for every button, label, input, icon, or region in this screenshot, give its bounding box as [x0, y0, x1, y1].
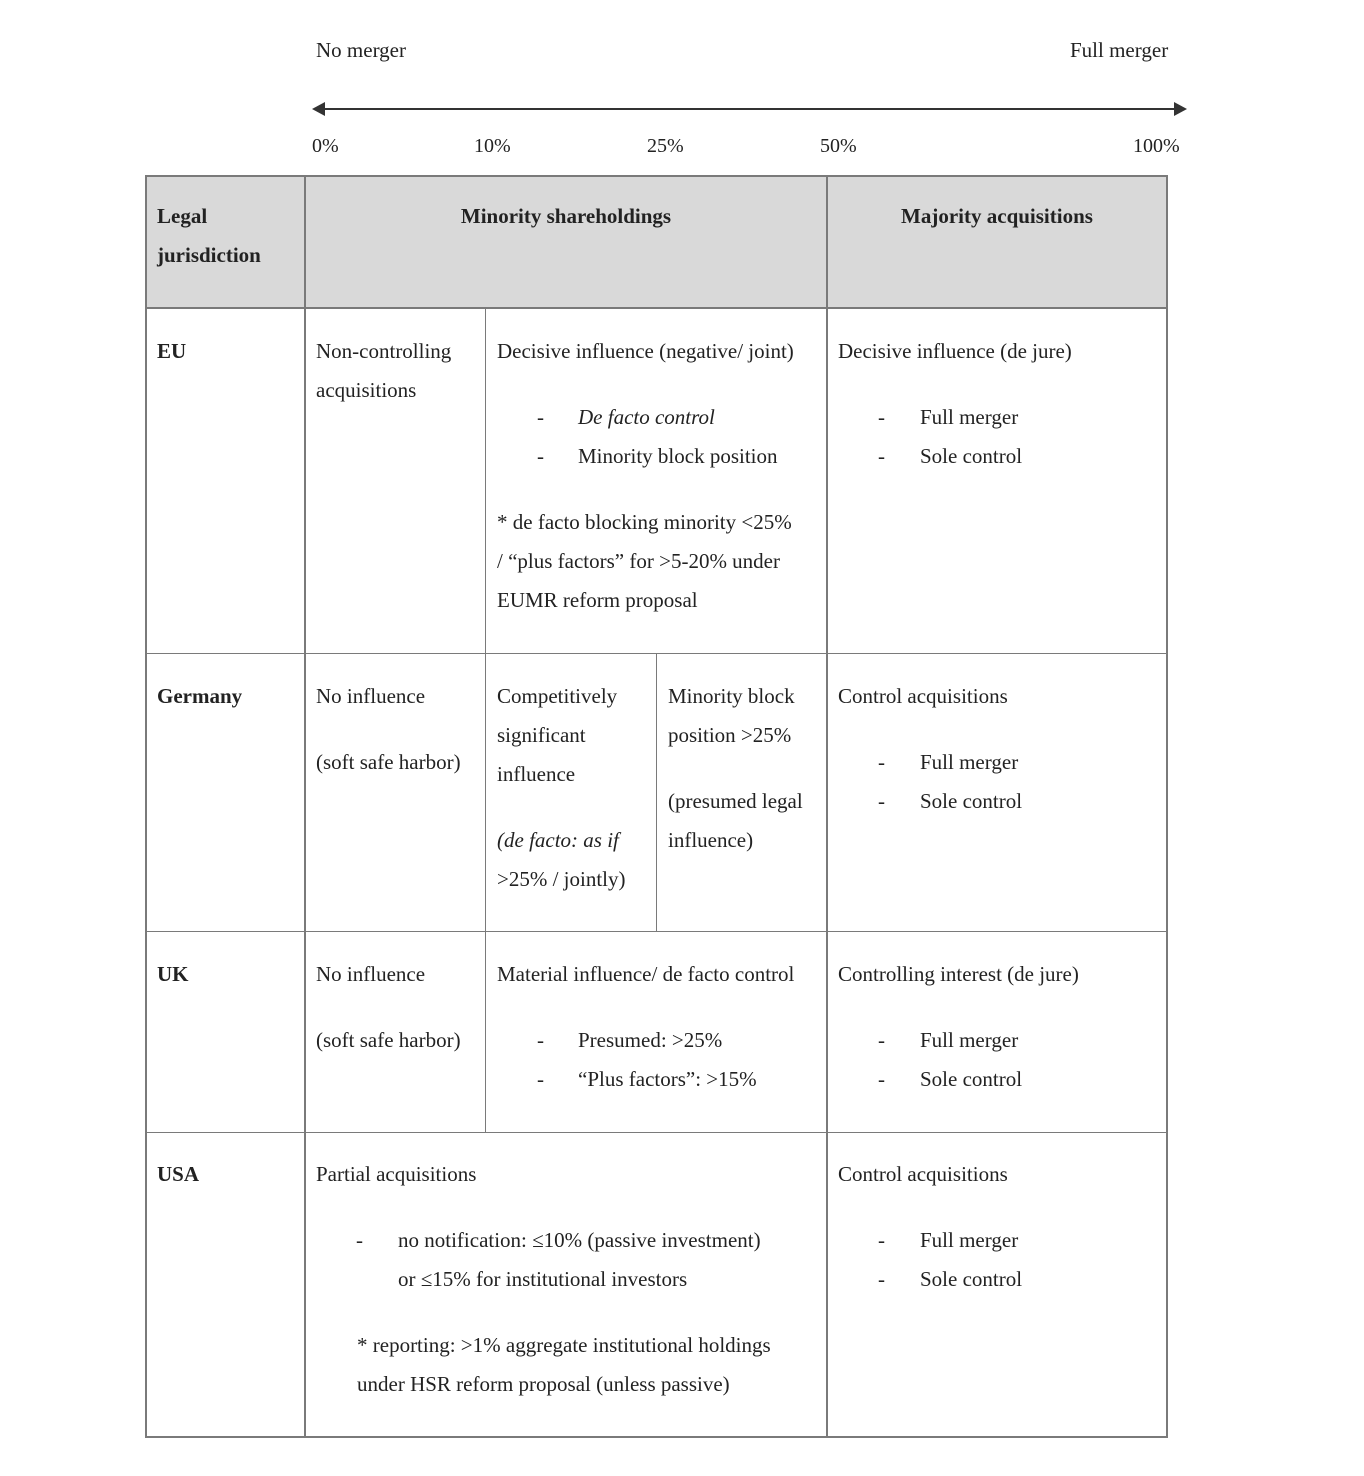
dash-bullet: - [878, 1228, 885, 1252]
dash-bullet: - [878, 1067, 885, 1091]
scale-arrow-line [322, 108, 1177, 110]
uk-safe-harbor: (soft safe harbor) [316, 1028, 461, 1052]
germany-col3-line-1: Minority block [668, 684, 795, 708]
row-name-germany: Germany [157, 684, 243, 708]
scale-right-label: Full merger [1070, 38, 1169, 62]
germany-col3-line-4: influence) [668, 828, 754, 852]
list-item [838, 437, 1158, 476]
list-item [838, 1221, 1158, 1260]
list-item [497, 437, 817, 476]
list-item-continuation [316, 1260, 816, 1299]
uk-minority-cell [497, 955, 817, 1099]
list-item [497, 1060, 817, 1099]
germany-majority-item-2: Sole control [920, 789, 1023, 813]
tick-100: 100% [1133, 135, 1180, 157]
row-name-usa: USA [157, 1162, 200, 1186]
uk-majority-title: Controlling interest (de jure) [838, 962, 1079, 986]
uk-majority-item-1: Full merger [920, 1028, 1019, 1052]
list-item [838, 1060, 1158, 1099]
usa-majority-title: Control acquisitions [838, 1162, 1008, 1186]
jurisdiction-table [145, 175, 1168, 1438]
eu-defacto-text: De facto control [578, 405, 715, 429]
eu-note-line-1: * de facto blocking minority <25% [497, 510, 792, 534]
table-border-left [145, 175, 147, 1438]
list-item [838, 398, 1158, 437]
germany-col2-line-2: significant [497, 723, 586, 747]
list-item [838, 1260, 1158, 1299]
list-item [838, 782, 1158, 821]
usa-minority-cell [316, 1155, 816, 1404]
eu-minority-title-text: Decisive influence (negative/ joint) [497, 339, 794, 363]
col-divider [826, 175, 828, 1438]
germany-col1 [316, 677, 481, 782]
germany-col2-line-4: (de facto: as if [497, 828, 619, 852]
usa-minority-item-line-1: no notification: ≤10% (passive investment) [398, 1228, 761, 1252]
eu-non-controlling: Non-controlling acquisitions [316, 339, 452, 402]
tick-25: 25% [647, 135, 684, 157]
eu-note-line-3: EUMR reform proposal [497, 588, 698, 612]
germany-col2-line-3: influence [497, 762, 576, 786]
list-item [838, 1021, 1158, 1060]
table-border-right [1166, 175, 1168, 1438]
col-divider [656, 653, 657, 931]
row-divider [145, 307, 1168, 309]
usa-majority-item-1: Full merger [920, 1228, 1019, 1252]
tick-50: 50% [820, 135, 857, 157]
list-item [838, 743, 1158, 782]
germany-majority-cell [838, 677, 1158, 821]
eu-majority-item-1: Full merger [920, 405, 1019, 429]
tick-0: 0% [312, 135, 339, 157]
uk-majority-item-2: Sole control [920, 1067, 1023, 1091]
germany-col3 [668, 677, 818, 860]
dash-bullet: - [878, 1028, 885, 1052]
list-item [497, 1021, 817, 1060]
usa-majority-cell [838, 1155, 1158, 1299]
row-divider [145, 1132, 1168, 1133]
eu-majority-item-2: Sole control [920, 444, 1023, 468]
dash-bullet: - [878, 444, 885, 468]
dash-bullet: - [878, 1267, 885, 1291]
germany-col3-line-2: position >25% [668, 723, 792, 747]
uk-no-influence: No influence [316, 962, 426, 986]
header-jurisdiction: Legal jurisdiction [157, 204, 261, 267]
arrow-right-icon [1174, 102, 1187, 116]
scale-left-label: No merger [316, 38, 406, 62]
table-border-bottom [145, 1436, 1168, 1438]
col-divider [485, 308, 486, 1132]
list-item [316, 1221, 816, 1260]
germany-safe-harbor: (soft safe harbor) [316, 750, 461, 774]
usa-minority-title: Partial acquisitions [316, 1162, 477, 1186]
dash-bullet: - [356, 1228, 363, 1252]
row-name-eu: EU [157, 339, 187, 363]
germany-majority-item-1: Full merger [920, 750, 1019, 774]
uk-col1 [316, 955, 481, 1060]
arrow-left-icon [312, 102, 325, 116]
germany-majority-title: Control acquisitions [838, 684, 1008, 708]
uk-minority-title: Material influence/ de facto control [497, 962, 795, 986]
header-majority: Majority acquisitions [901, 204, 1093, 228]
usa-note-line-1: * reporting: >1% aggregate institutional holdings [357, 1333, 771, 1357]
germany-col2-line-1: Competitively [497, 684, 618, 708]
dash-bullet: - [537, 1028, 544, 1052]
row-divider [145, 931, 1168, 932]
eu-minority-title [497, 332, 817, 371]
dash-bullet: - [878, 789, 885, 813]
dash-bullet: - [878, 750, 885, 774]
eu-majority-title: Decisive influence (de jure) [838, 339, 1072, 363]
table-header-background [145, 175, 1168, 308]
eu-majority-cell [838, 332, 1158, 476]
usa-majority-item-2: Sole control [920, 1267, 1023, 1291]
germany-col2 [497, 677, 649, 899]
usa-minority-item-line-2: or ≤15% for institutional investors [398, 1267, 688, 1291]
eu-note-line-2: / “plus factors” for >5-20% under [497, 549, 780, 573]
row-name-uk: UK [157, 962, 189, 986]
eu-minority-item-1 [578, 398, 715, 437]
dash-bullet: - [537, 1067, 544, 1091]
dash-bullet: - [537, 405, 544, 429]
col-divider [304, 175, 306, 1438]
eu-minority-item-2: Minority block position [578, 444, 778, 468]
tick-10: 10% [474, 135, 511, 157]
eu-minority-cell [497, 332, 817, 620]
germany-no-influence: No influence [316, 684, 426, 708]
uk-minority-item-2: “Plus factors”: >15% [578, 1067, 757, 1091]
uk-majority-cell [838, 955, 1158, 1099]
dash-bullet: - [537, 444, 544, 468]
dash-bullet: - [878, 405, 885, 429]
uk-minority-item-1: Presumed: >25% [578, 1028, 723, 1052]
germany-col2-line-5: >25% / jointly) [497, 867, 626, 891]
usa-note-line-2: under HSR reform proposal (unless passive) [357, 1372, 730, 1396]
germany-col3-line-3: (presumed legal [668, 789, 803, 813]
table-border-top [145, 175, 1168, 177]
list-item [497, 398, 817, 437]
header-minority: Minority shareholdings [460, 204, 672, 228]
